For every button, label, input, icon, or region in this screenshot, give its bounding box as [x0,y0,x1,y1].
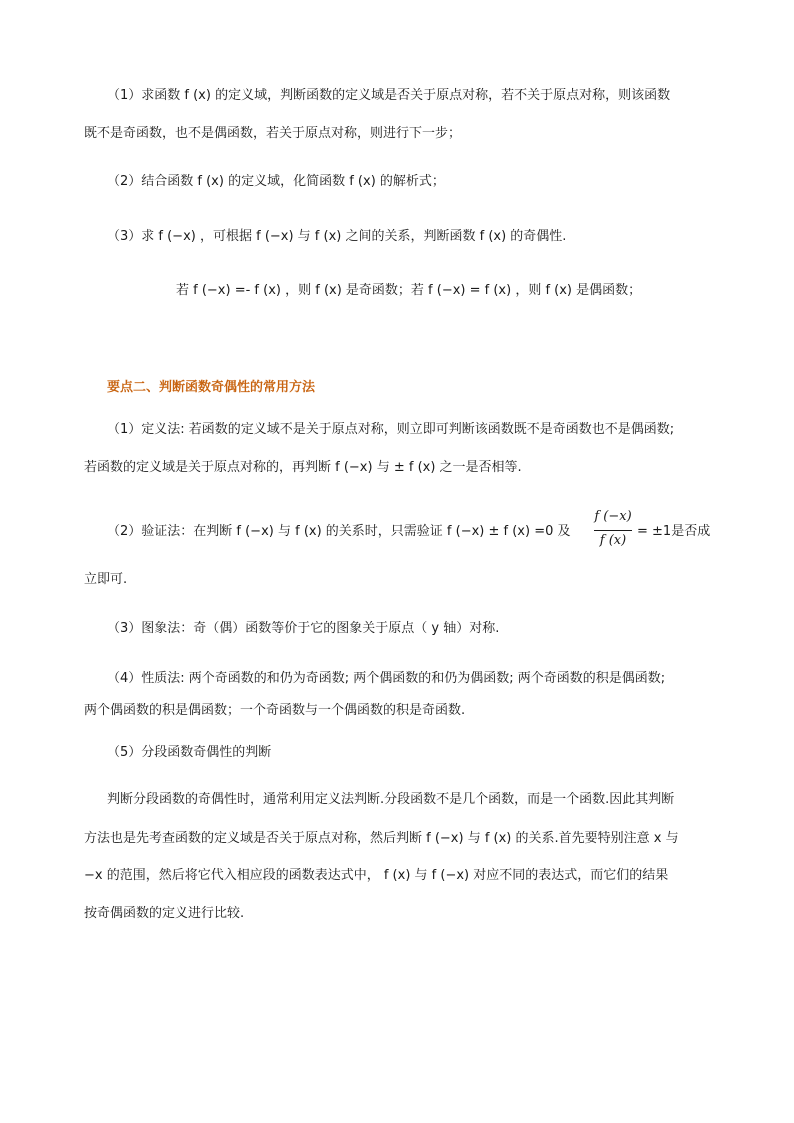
text-line: 立即可. [84,572,128,587]
text-line: （1）定义法: 若函数的定义域不是关于原点对称，则立即可判断该函数既不是奇函数也不是偶函数; [107,422,675,437]
rule-line: 若 f (−x) =- f (x) ，则 f (x) 是奇函数；若 f (−x) = f (x) ，则 f (x) 是偶函数； [176,283,642,298]
text-line: 若函数的定义域是关于原点对称的，再判断 f (−x) 与 ± f (x) 之一是否相等. [84,460,522,475]
fraction-bar [594,530,632,531]
fraction-denominator: f (x) [599,533,627,548]
text-line: （1）求函数 f (x) 的定义域，判断函数的定义域是否关于原点对称，若不关于原点对称，则该函数 [107,88,671,103]
text-line: 既不是奇函数，也不是偶函数，若关于原点对称，则进行下一步； [84,126,462,141]
text-line: （4）性质法: 两个奇函数的和仍为奇函数; 两个偶函数的和仍为偶函数; 两个奇函数的积是偶函数; [107,671,666,686]
text-line: （5）分段函数奇偶性的判断 [107,745,272,760]
text-line: −x 的范围，然后将它代入相应段的函数表达式中， f (x) 与 f (−x) 对应不同的表达式，而它们的结果 [84,868,669,883]
text-line: 两个偶函数的积是偶函数；一个奇函数与一个偶函数的积是奇函数. [84,703,466,718]
text-line: = ±1是否成 [637,524,711,539]
text-line: 按奇偶函数的定义进行比较. [84,906,245,921]
text-line: （3）求 f (−x) ，可根据 f (−x) 与 f (x) 之间的关系，判断函数 f (x) 的奇偶性. [107,229,567,244]
text-line: （2）验证法：在判断 f (−x) 与 f (x) 的关系时，只需验证 f (−x) ± f (x) =0 及 [107,524,571,539]
fraction-numerator: f (−x) [594,509,632,524]
text-line: 方法也是先考查函数的定义域是否关于原点对称，然后判断 f (−x) 与 f (x) 的关系.首先要特别注意 x 与 [84,831,679,846]
text-line: 判断分段函数的奇偶性时，通常利用定义法判断.分段函数不是几个函数，而是一个函数.因此其判断 [107,792,675,807]
text-line: （2）结合函数 f (x) 的定义域，化简函数 f (x) 的解析式； [107,174,445,189]
text-line: （3）图象法：奇（偶）函数等价于它的图象关于原点（ y 轴）对称. [107,621,500,636]
section-heading: 要点二、判断函数奇偶性的常用方法 [107,380,316,395]
fraction [594,509,632,553]
